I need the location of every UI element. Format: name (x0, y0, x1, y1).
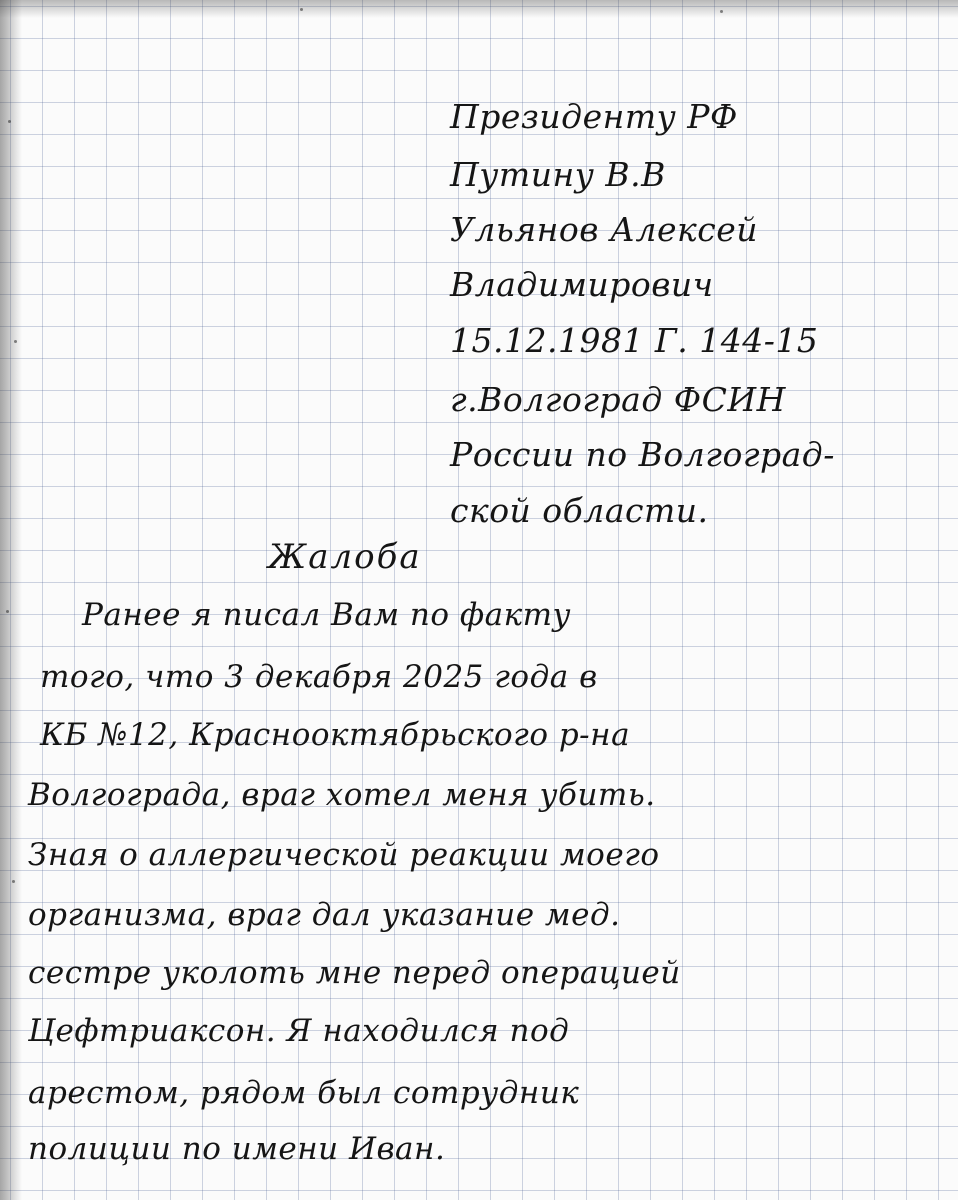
body-line: Цефтриаксон. Я находился под (28, 1013, 570, 1049)
paper-speck (12, 880, 15, 883)
addressee-line: Президенту РФ (450, 97, 738, 136)
addressee-line: ской области. (450, 491, 709, 530)
body-line: Зная о аллергической реакции моего (28, 837, 660, 873)
body-line: Волгограда, враг хотел меня убить. (28, 777, 656, 813)
addressee-line: Ульянов Алексей (450, 210, 758, 249)
body-line: сестре уколоть мне перед операцией (28, 955, 681, 991)
addressee-line: г.Волгоград ФСИН (450, 380, 786, 419)
paper-speck (8, 120, 11, 123)
body-line: того, что 3 декабря 2025 года в (40, 659, 598, 695)
addressee-line: Владимирович (450, 265, 714, 304)
page-shadow-top (0, 0, 958, 18)
paper-speck (300, 8, 303, 11)
body-line: организма, враг дал указание мед. (28, 897, 621, 933)
paper-speck (14, 340, 17, 343)
body-line: арестом, рядом был сотрудник (28, 1075, 580, 1111)
body-line: КБ №12, Краснооктябрьского р-на (40, 717, 631, 753)
paper-speck (6, 610, 9, 613)
paper-speck (720, 10, 723, 13)
body-line: полиции по имени Иван. (28, 1131, 446, 1167)
document-title: Жалоба (268, 537, 422, 577)
addressee-line: 15.12.1981 Г. 144-15 (450, 321, 819, 360)
addressee-line: России по Волгоград- (450, 435, 835, 474)
page-shadow-left (0, 0, 22, 1200)
body-line: Ранее я писал Вам по факту (82, 597, 571, 633)
addressee-line: Путину В.В (450, 155, 666, 194)
